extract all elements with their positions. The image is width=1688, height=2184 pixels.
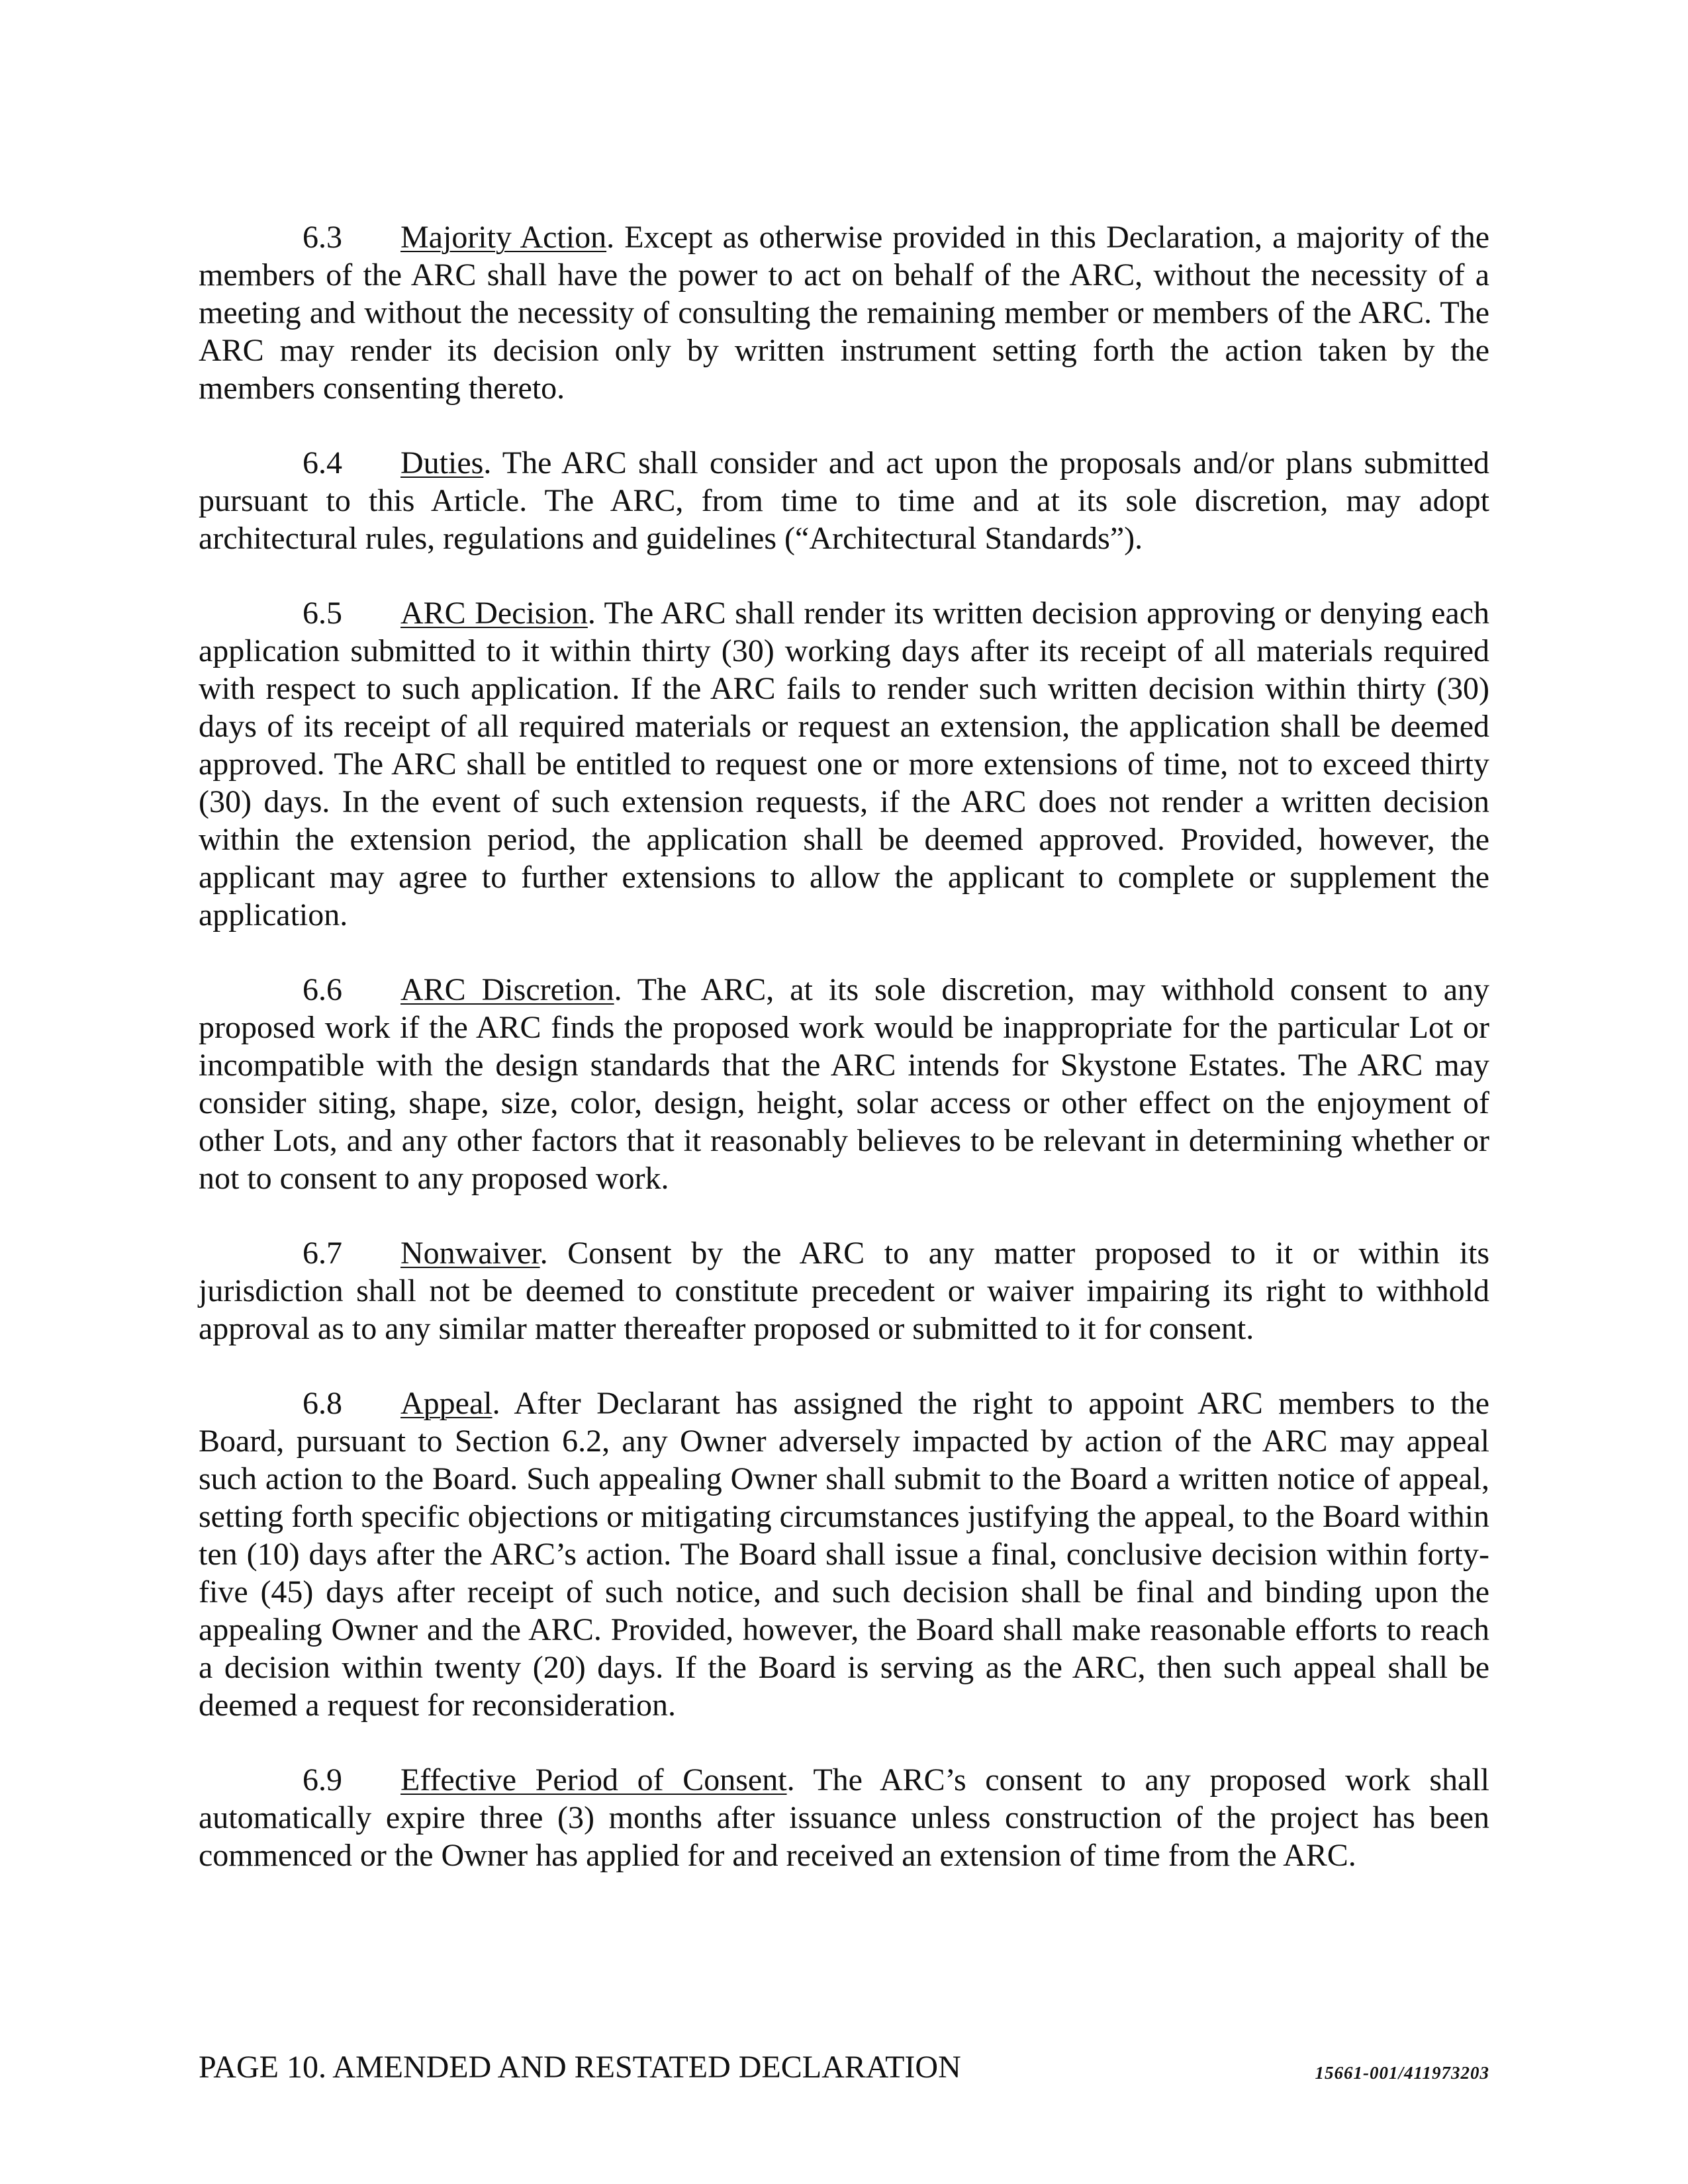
footer-page-label: PAGE 10. AMENDED AND RESTATED DECLARATION bbox=[199, 2050, 961, 2085]
section-body: . Except as otherwise provided in this Declaration, a majority of the members of the ARC shall have the power to act on behalf of the ARC, without the necessity of a meeting and without the necessity of consulting the remaining member or members of the ARC. The ARC may render its decision only by written instrument setting forth the action taken by the members consenting thereto. bbox=[199, 220, 1490, 406]
section-body: . After Declarant has assigned the right to appoint ARC members to the Board, pursuant to Section 6.2, any Owner adversely impacted by action of the ARC may appeal such action to the Board. Such appealing Owner shall submit to the Board a written notice of appeal, setting forth specific objections or mitigating circumstances justifying the appeal, to the Board within ten (10) days after the ARC’s action. The Board shall issue a final, conclusive decision within forty-five (45) days after receipt of such notice, and such decision shall be final and binding upon the appealing Owner and the ARC. Provided, however, the Board shall make reasonable efforts to reach a decision within twenty (20) days. If the Board is serving as the ARC, then such appeal shall be deemed a request for reconsideration. bbox=[199, 1386, 1489, 1723]
section-6-5 bbox=[199, 594, 1489, 934]
section-body: . The ARC shall consider and act upon the proposals and/or plans submitted pursuant to this Article. The ARC, from time to time and at its sole discretion, may adopt architectural rules, regulations and guidelines (“Architectural Standards”). bbox=[199, 445, 1489, 556]
footer-document-id: 15661-001/411973203 bbox=[1315, 2063, 1489, 2083]
section-body: . The ARC, at its sole discretion, may withhold consent to any proposed work if the ARC finds the proposed work would be inappropriate for the particular Lot or incompatible with the design standards that the ARC intends for Skystone Estates. The ARC may consider siting, shape, size, color, design, height, solar access or other effect on the enjoyment of other Lots, and any other factors that it reasonably believes to be relevant in determining whether or not to consent to any proposed work. bbox=[199, 972, 1489, 1196]
section-body: . The ARC shall render its written decision approving or denying each application submitted to it within thirty (30) working days after its receipt of all materials required with respect to such application. If the ARC fails to render such written decision within thirty (30) days of its receipt of all required materials or request an extension, the application shall be deemed approved. The ARC shall be entitled to request one or more extensions of time, not to exceed thirty (30) days. In the event of such extension requests, if the ARC does not render a written decision within the extension period, the application shall be deemed approved. Provided, however, the applicant may agree to further extensions to allow the applicant to complete or supplement the application. bbox=[199, 596, 1489, 933]
section-number: 6.9 bbox=[303, 1762, 342, 1797]
section-title: ARC Discretion bbox=[400, 972, 614, 1007]
section-number: 6.5 bbox=[303, 596, 342, 631]
section-number: 6.6 bbox=[303, 972, 342, 1007]
sections-container bbox=[199, 218, 1489, 1911]
section-title: Effective Period of Consent bbox=[400, 1762, 787, 1797]
page-footer bbox=[199, 2048, 1489, 2094]
section-6-7 bbox=[199, 1234, 1489, 1347]
section-6-3 bbox=[199, 218, 1489, 407]
section-title: Appeal bbox=[400, 1386, 492, 1421]
section-6-6 bbox=[199, 971, 1489, 1197]
section-number: 6.3 bbox=[303, 220, 342, 255]
section-6-8 bbox=[199, 1385, 1489, 1724]
section-body: . Consent by the ARC to any matter proposed to it or within its jurisdiction shall not be deemed to constitute precedent or waiver impairing its right to withhold approval as to any similar matter thereafter proposed or submitted to it for consent. bbox=[199, 1236, 1489, 1346]
section-title: ARC Decision bbox=[400, 596, 588, 631]
section-6-9 bbox=[199, 1761, 1489, 1874]
section-number: 6.8 bbox=[303, 1386, 342, 1421]
section-title: Nonwaiver bbox=[400, 1236, 540, 1271]
section-6-4 bbox=[199, 444, 1489, 557]
section-title: Majority Action bbox=[400, 220, 607, 255]
section-body: . The ARC’s consent to any proposed work shall automatically expire three (3) months after issuance unless construction of the project has been commenced or the Owner has applied for and received an extension of time from the ARC. bbox=[199, 1762, 1490, 1873]
section-title: Duties bbox=[400, 445, 484, 480]
section-number: 6.4 bbox=[303, 445, 342, 480]
section-number: 6.7 bbox=[303, 1236, 342, 1271]
